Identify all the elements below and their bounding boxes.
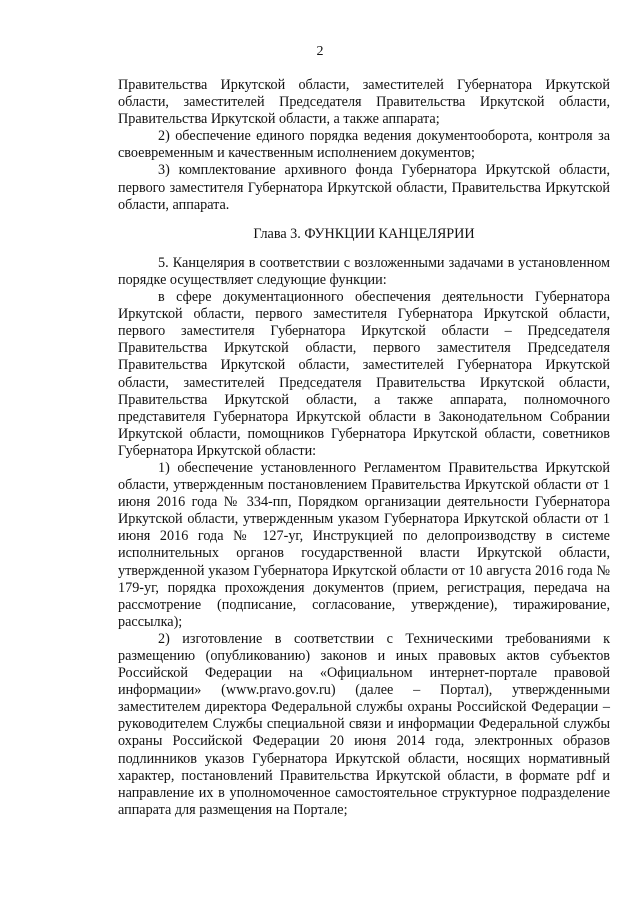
page-number: 2: [316, 44, 324, 59]
paragraph-function-1: 1) обеспечение установленного Регламентом Правительства Иркутской области, утвержденным постановлением Правительства Иркутской области от 1 июня 2016 года № 334-пп, Порядком организации деятельности Губернатора Иркутской области, утвержденным указом Губернатора Иркутской области от 1 июня 2016 года № 127-уг, Инструкцией по делопроизводству в системе исполнительных органов государственной власти Иркутской области, утвержденной указом Губернатора Иркутской области от 10 августа 2016 года № 179-уг, порядка прохождения документов (прием, регистрация, передача на рассмотрение (подписание, согласование, утверждение), тиражирование, рассылка);: [118, 459, 610, 630]
paragraph-item-3: 3) комплектование архивного фонда Губернатора Иркутской области, первого заместителя Губернатора Иркутской области, Правительства Иркутской области, аппарата.: [118, 162, 610, 213]
paragraph-section-5: 5. Канцелярия в соответствии с возложенными задачами в установленном порядке осуществляет следующие функции:: [118, 254, 610, 288]
paragraph-continuation: Правительства Иркутской области, заместителей Губернатора Иркутской области, заместителей Председателя Правительства Иркутской области, Правительства Иркутской области, а также аппарата;: [118, 77, 610, 128]
paragraph-item-2: 2) обеспечение единого порядка ведения документооборота, контроля за своевременным и качественным исполнением документов;: [118, 128, 610, 162]
chapter-heading: Глава 3. ФУНКЦИИ КАНЦЕЛЯРИИ: [253, 225, 475, 242]
paragraph-scope: в сфере документационного обеспечения деятельности Губернатора Иркутской области, первого заместителя Губернатора Иркутской области, первого заместителя Губернатора Иркутской области – Председателя Правительства Иркутской области, первого заместителя Председателя Правительства Иркутской области, заместителей Губернатора Иркутской области, заместителей Председателя Правительства Иркутской области, Правительства Иркутской области, а также аппарата, полномочного представителя Губернатора Иркутской области в Законодательном Собрании Иркутской области, помощников Губернатора Иркутской области, советников Губернатора Иркутской области:: [118, 289, 610, 459]
paragraph-function-2: 2) изготовление в соответствии с Техническими требованиями к размещению (опубликованию) законов и иных правовых актов субъектов Российской Федерации на «Официальном интернет-портале правовой информации» (www.pravo.gov.ru) (далее – Портал), утвержденными заместителем директора Федеральной службы охраны Российской Федерации – руководителем Службы специальной связи и информации Федеральной службы охраны Российской Федерации 20 июня 2014 года, электронных образов подлинников указов Губернатора Иркутской области, носящих нормативный характер, постановлений Правительства Иркутской области, в формате pdf и направление их в уполномоченное самостоятельное структурное подразделение аппарата для размещения на Портале;: [118, 630, 610, 818]
document-body: [118, 77, 610, 819]
